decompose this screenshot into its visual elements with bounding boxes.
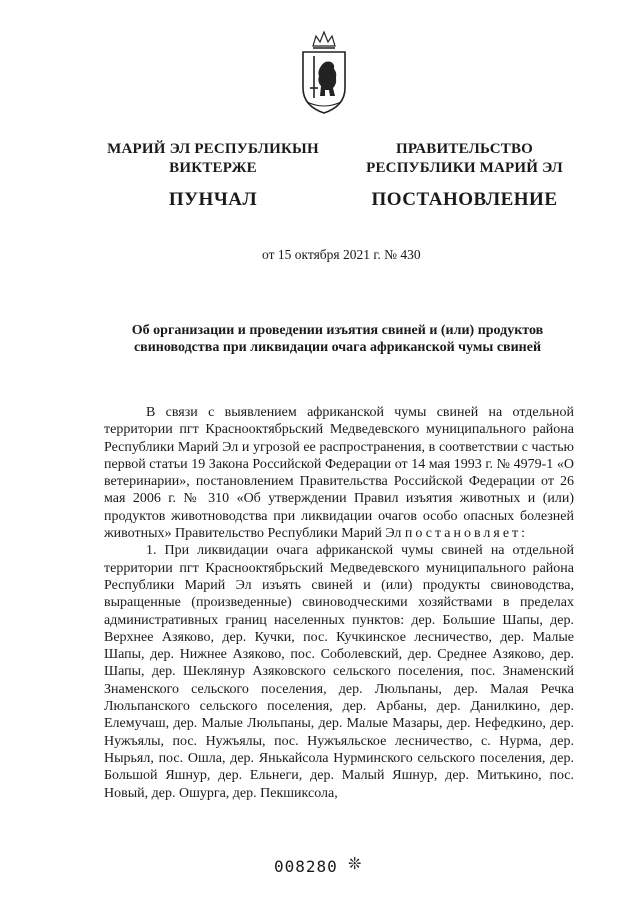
paragraph-preamble [104, 404, 574, 542]
header-left-block [88, 140, 338, 209]
resolves-word: постановляет: [404, 526, 529, 542]
header-right-line2: РЕСПУБЛИКИ МАРИЙ ЭЛ [366, 160, 563, 176]
paragraph-item-1: 1. При ликвидации очага африканской чумы свиней на отдельной территории пгт Краснооктябрьский Медведевского муниципального района Республики Марий Эл изъять свиней и (или) продукты свиноводства, выращенные (произведенные) свиноводческими хозяйствами в пределах административных границ населенных пунктов: дер. Большие Шапы, дер. Верхнее Азяково, дер. Кучки, пос. Кучкинское лесничество, дер. Малые Шапы, дер. Нижнее Азяково, пос. Соболевский, дер. Среднее Азяково, дер. Шапы, дер. Шеклянур Азяковского сельского поселения, пос. Знаменский Знаменского сельского поселения, дер. Люльпаны, дер. Малая Речка Люльпанского сельского поселения, дер. Арбаны, дер. Данилкино, дер. Елемучаш, дер. Малые Люльпаны, дер. Малые Мазары, дер. Нефедкино, дер. Нужъялы, пос. Нужъялы, пос. Нужъяльское лесничество, с. Нурма, дер. Нырьял, пос. Ошла, дер. Янькайсола Нурминского сельского поселения, дер. Большой Яшнур, дер. Ельнеги, дер. Малый Яшнур, дер. Митькино, пос. Новый, дер. Ошурга, дер. Пекшиксола, [104, 543, 574, 801]
header-left-line2: ВИКТЕРЖЕ [169, 160, 257, 176]
header-right-block [352, 140, 577, 209]
coat-of-arms-icon [299, 26, 349, 116]
header-right-doc-type: ПОСТАНОВЛЕНИЕ [371, 189, 558, 210]
document-date-number: от 15 октября 2021 г. № 430 [262, 247, 421, 262]
document-body [104, 404, 574, 802]
document-title: Об организации и проведении изъятия свиней и (или) продуктов свиноводства при ликвидации очага африканской чумы свиней [131, 323, 544, 355]
form-serial-number: 008280 [274, 857, 338, 876]
asterisk-mark: ❊ [348, 856, 362, 873]
preamble-text: В связи с выявлением африканской чумы свиней на отдельной территории пгт Краснооктябрьский Медведевского муниципального района Республики Марий Эл и угрозой ее распространения, в соответствии с частью первой статьи 19 Закона Российской Федерации от 14 мая 1993 г. № 4979-1 «О ветеринарии», постановлением Правительства Российской Федерации от 26 мая 2006 г. № 310 «Об утверждении Правил изъятия животных и (или) продуктов животноводства при ликвидации очагов особо опасных болезней животных» Правительство Республики Марий Эл [104, 405, 574, 542]
header-right-line1: ПРАВИТЕЛЬСТВО [395, 141, 534, 157]
header-left-doc-type: ПУНЧАЛ [168, 189, 258, 210]
header-left-line1: МАРИЙ ЭЛ РЕСПУБЛИКЫН [107, 141, 319, 157]
